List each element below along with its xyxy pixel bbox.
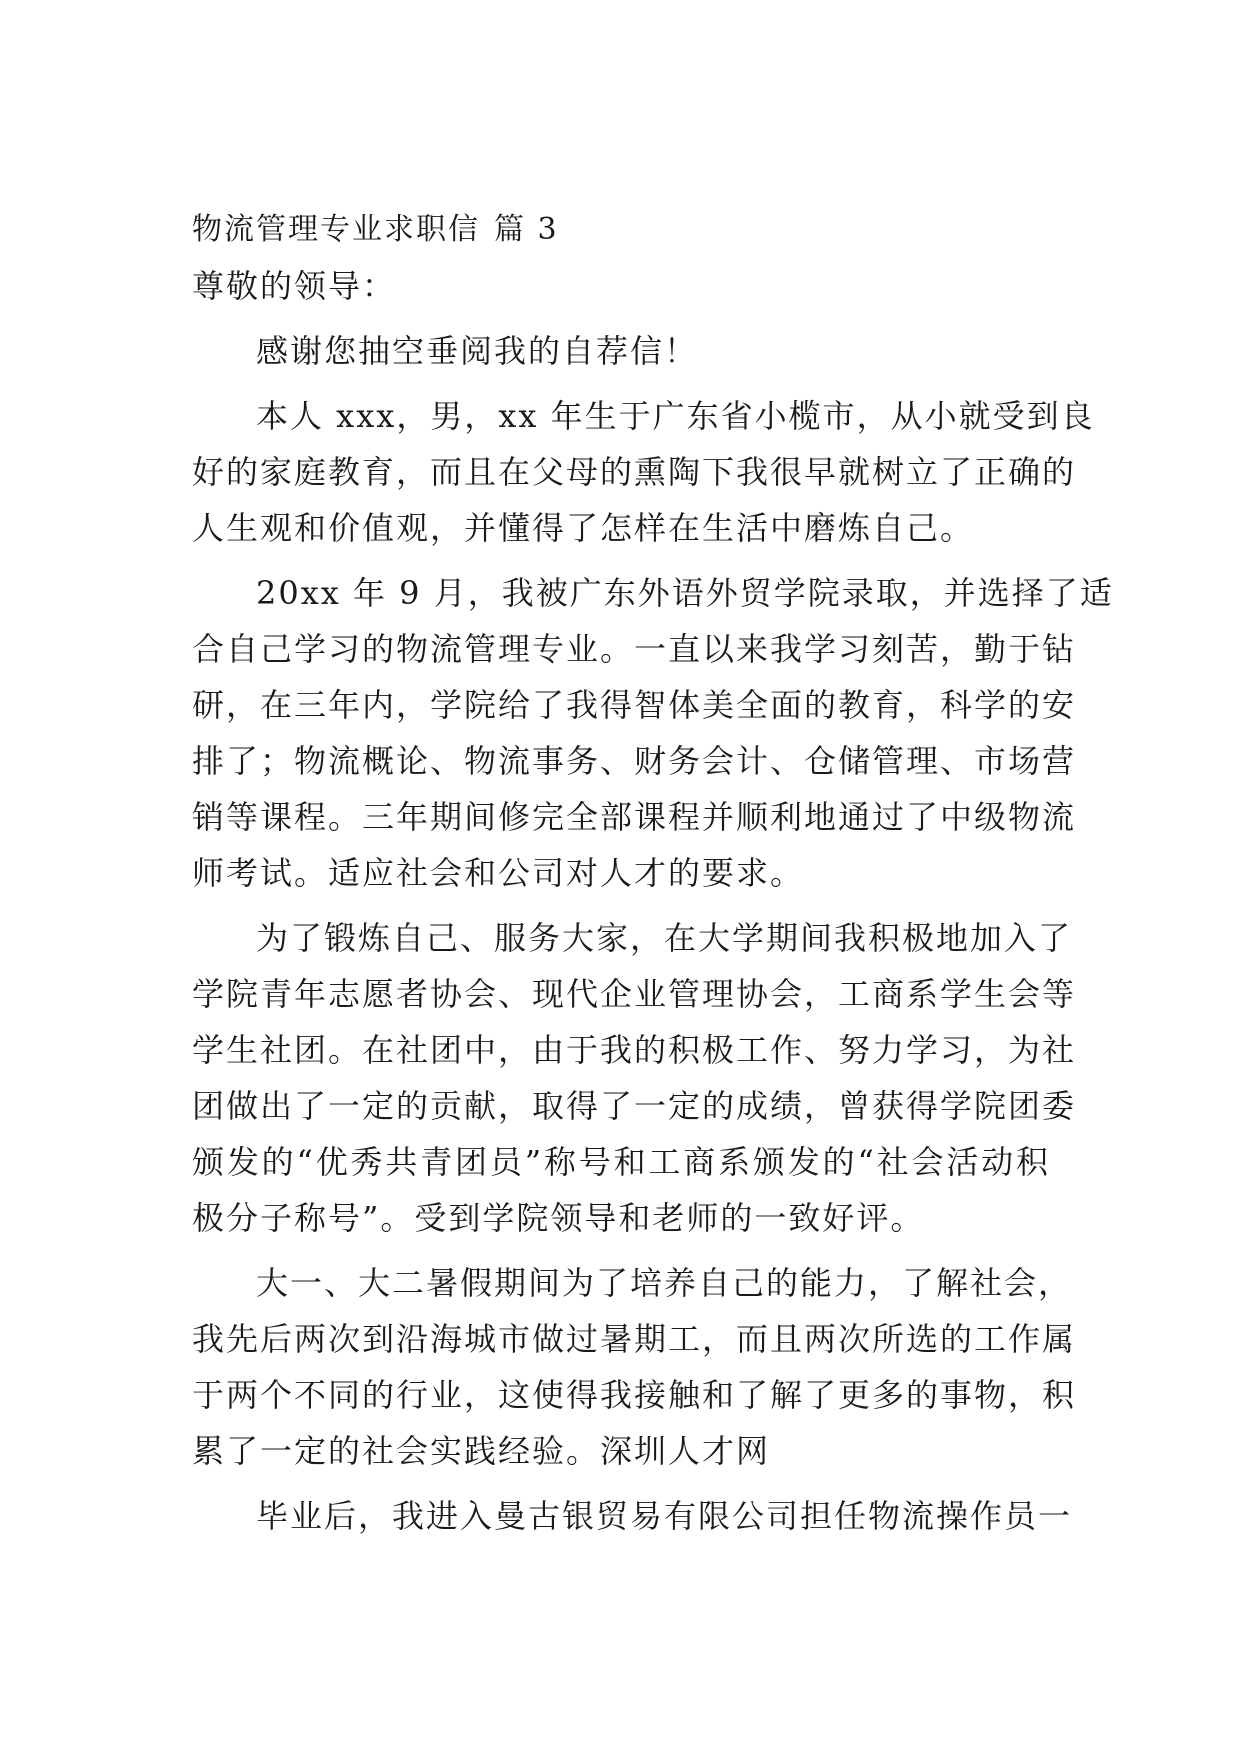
salutation: 尊敬的领导： [192, 267, 397, 305]
paragraph-line: 学生社团。在社团中，由于我的积极工作、努力学习，为社 [192, 1031, 1077, 1069]
paragraph-line: 为了锻炼自己、服务大家，在大学期间我积极地加入了 [256, 919, 1073, 957]
paragraph-line: 20xx 年 9 月，我被广东外语外贸学院录取，并选择了适 [256, 574, 1114, 612]
paragraph-line: 好的家庭教育，而且在父母的熏陶下我很早就树立了正确的 [192, 453, 1077, 491]
title-text: 物流管理专业求职信 [192, 212, 480, 247]
paragraph-line: 累了一定的社会实践经验。深圳人才网 [192, 1432, 771, 1470]
paragraph-intro [192, 388, 1095, 556]
paragraph-line: 颁发的“优秀共青团员”称号和工商系颁发的“社会活动积 [192, 1143, 1050, 1181]
paragraph-thanks [192, 323, 1056, 379]
paragraph-line: 于两个不同的行业，这使得我接触和了解了更多的事物，积 [192, 1376, 1077, 1414]
paragraph-line: 学院青年志愿者协会、现代企业管理协会，工商系学生会等 [192, 975, 1077, 1013]
paragraph-education [192, 565, 1114, 901]
paragraph-line: 师考试。适应社会和公司对人才的要求。 [192, 854, 805, 892]
paragraph-line: 极分子称号”。受到学院领导和老师的一致好评。 [192, 1199, 925, 1237]
paragraph-line: 合自己学习的物流管理专业。一直以来我学习刻苦，勤于钻 [192, 630, 1077, 668]
paragraph-line: 我先后两次到沿海城市做过暑期工，而且两次所选的工作属 [192, 1320, 1077, 1358]
paragraph-summer-work [192, 1255, 1077, 1479]
paragraph-line: 团做出了一定的贡献，取得了一定的成绩，曾获得学院团委 [192, 1087, 1077, 1125]
letter-body [192, 202, 1114, 1544]
paragraph-line: 感谢您抽空垂阅我的自荐信！ [256, 332, 699, 370]
paragraph-line: 销等课程。三年期间修完全部课程并顺利地通过了中级物流 [192, 798, 1077, 836]
paragraph-line: 研，在三年内，学院给了我得智体美全面的教育，科学的安 [192, 686, 1077, 724]
paragraph-line: 人生观和价值观，并懂得了怎样在生活中磨炼自己。 [192, 509, 975, 547]
paragraph-line: 毕业后，我进入曼古银贸易有限公司担任物流操作员一 [256, 1497, 1073, 1535]
paragraph-career [192, 1488, 1073, 1544]
paragraph-line: 排了；物流概论、物流事务、财务会计、仓储管理、市场营 [192, 742, 1077, 780]
title-part: 篇 3 [494, 212, 559, 247]
paragraph-line: 本人 xxx，男，xx 年生于广东省小榄市，从小就受到良 [256, 397, 1095, 435]
paragraph-line: 大一、大二暑假期间为了培养自己的能力，了解社会， [256, 1264, 1073, 1302]
paragraph-activities [192, 910, 1077, 1246]
document-title [192, 202, 1056, 258]
